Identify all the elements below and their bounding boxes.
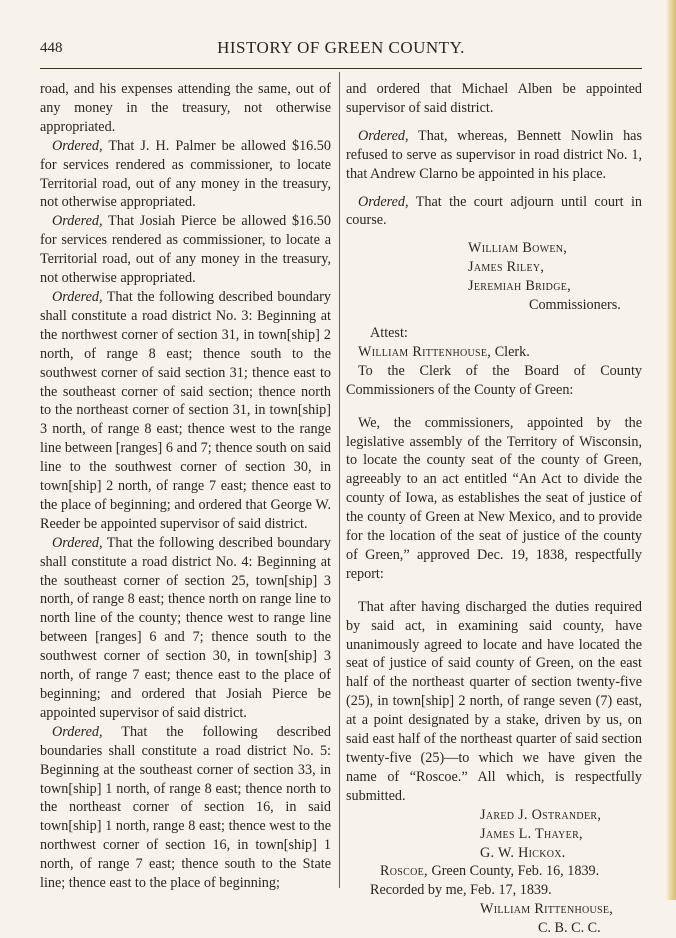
paragraph xyxy=(40,212,331,288)
page-edge-shadow xyxy=(666,0,676,900)
left-column xyxy=(40,80,331,893)
ordered-lead: Ordered, xyxy=(52,534,103,551)
header-rule xyxy=(40,68,642,69)
attest-label: Attest: xyxy=(370,324,408,341)
report-signer-name: G. W. Hickox. xyxy=(480,844,566,861)
recorded-line: Recorded by me, Feb. 17, 1839. xyxy=(370,882,552,899)
report-signer-name: James L. Thayer, xyxy=(480,825,583,842)
recorder-name: William Rittenhouse, xyxy=(480,901,614,918)
ordered-lead: Ordered, xyxy=(358,127,409,144)
paragraph-text: That the following described boundary shall constitute a road district No. 4: Beginning at the southeast corner of section 25, town[ship] 3 north, of range 8 east; thence north on range line to north line of the county; thence west to range line between [ranges] 6 and 7; thence south to the southwest corner of section 30, in town[ship] 3 north, of range 7 east; thence east to the place of beginning; and ordered that Josiah Pierce be appointed supervisor of said district. xyxy=(40,534,331,721)
signer-name: Jeremiah Bridge, xyxy=(468,278,571,295)
ordered-lead: Ordered, xyxy=(52,288,103,305)
paragraph-text: That J. H. Palmer be allowed $16.50 for services rendered as commissioner, to locate Territorial road, out of any money in the treasury, not otherwise appropriated. xyxy=(40,137,331,211)
paragraph-text: That the following described boundaries shall constitute a road district No. 5: Beginning at the southeast corner of section 33, in town[ship] 1 north, of range 8 east; thence north to the northeast corner of section 16, in said town[ship] 1 north, range 8 east; thence west to the northwest corner of section 16, in town[ship] 1 north, of range 7 east; thence south to the State line; thence east to the place of beginning; xyxy=(40,723,331,892)
column-divider xyxy=(339,72,340,888)
signers-title: Commissioners. xyxy=(529,297,621,314)
paragraph xyxy=(40,534,331,723)
clerk-title: Clerk. xyxy=(491,343,530,360)
running-title: HISTORY OF GREEN COUNTY. xyxy=(217,38,465,57)
place-date: Green County, Feb. 16, 1839. xyxy=(431,863,600,880)
ordered-lead: Ordered, xyxy=(52,723,103,740)
place-date-line xyxy=(346,862,642,881)
paragraph: We, the commissioners, appointed by the legislative assembly of the Territory of Wisconsin, to locate the county seat of the county of Green, agreeably to an act entitled “An Act to divide the county of Iowa, as establishes the seat of justice of the county of Green at New Mexico, and to provide for the location of the seat of justice of the county of Green,” approved Dec. 19, 1838, respectfully report: xyxy=(346,414,642,582)
paragraph: That after having discharged the duties required by said act, in examining said county, have unanimously agreed to locate and have located the seat of justice of said county of Green, on the east half of the northeast quarter of section twenty-five (25), in town[ship] 2 north, of range seven (7) east, at a point designated by a stake, driven by us, on said east half of the northeast quarter of said section twenty-five (25)—to which we have given the name of “Roscoe.” All which, is respectfully submitted. xyxy=(346,598,642,804)
paragraph xyxy=(346,127,642,184)
clerk-signature xyxy=(346,343,642,362)
paragraph-text: That the following described boundary shall constitute a road district No. 3: Beginning at the northwest corner of section 31, in town[ship] 2 north, of range 8 east; thence south to the southwest corner of said section 31; thence east to the southeast corner of said section; thence north to the northeast corner of section 31, in town[ship] 3 north, of range 8 east; thence west to the range line between [ranges] 6 and 7; thence south on said line to the southwest corner of section 30, in town[ship] 2 north, of range 7 east; thence east to the place of beginning; and ordered that George W. Reeder be appointed supervisor of said district. xyxy=(40,288,331,532)
ordered-lead: Ordered, xyxy=(358,193,409,210)
paragraph-text: That the court adjourn until court in course. xyxy=(346,193,642,229)
paragraph-text: That Josiah Pierce be allowed $16.50 for services rendered as commissioner, to locate a Territorial road, out of any money in the treasury, not otherwise appropriated. xyxy=(40,213,331,287)
page-header xyxy=(40,38,642,60)
ordered-lead: Ordered, xyxy=(52,137,103,154)
signer-name: William Bowen, xyxy=(468,240,568,257)
paragraph xyxy=(40,723,331,893)
page-number: 448 xyxy=(40,40,63,56)
right-column xyxy=(346,80,642,938)
paragraph xyxy=(346,193,642,231)
paragraph xyxy=(40,288,331,534)
paragraph-text: That, whereas, Bennett Nowlin has refused to serve as supervisor in road district No. 1, that Andrew Clarno be appointed in his place. xyxy=(346,127,642,182)
recorder-title: C. B. C. C. xyxy=(538,920,601,937)
report-signer-name: Jared J. Ostrander, xyxy=(480,806,602,823)
paragraph xyxy=(40,137,331,213)
paragraph: and ordered that Michael Alben be appointed supervisor of said district. xyxy=(346,81,642,116)
clerk-name: William Rittenhouse, xyxy=(358,343,492,360)
place-name: Roscoe, xyxy=(380,863,428,880)
paragraph: To the Clerk of the Board of County Commissioners of the County of Green: xyxy=(346,362,642,398)
paragraph: road, and his expenses attending the same, out of any money in the treasury, not otherwise appropriated. xyxy=(40,81,331,135)
signer-name: James Riley, xyxy=(468,259,545,276)
ordered-lead: Ordered, xyxy=(52,213,103,230)
